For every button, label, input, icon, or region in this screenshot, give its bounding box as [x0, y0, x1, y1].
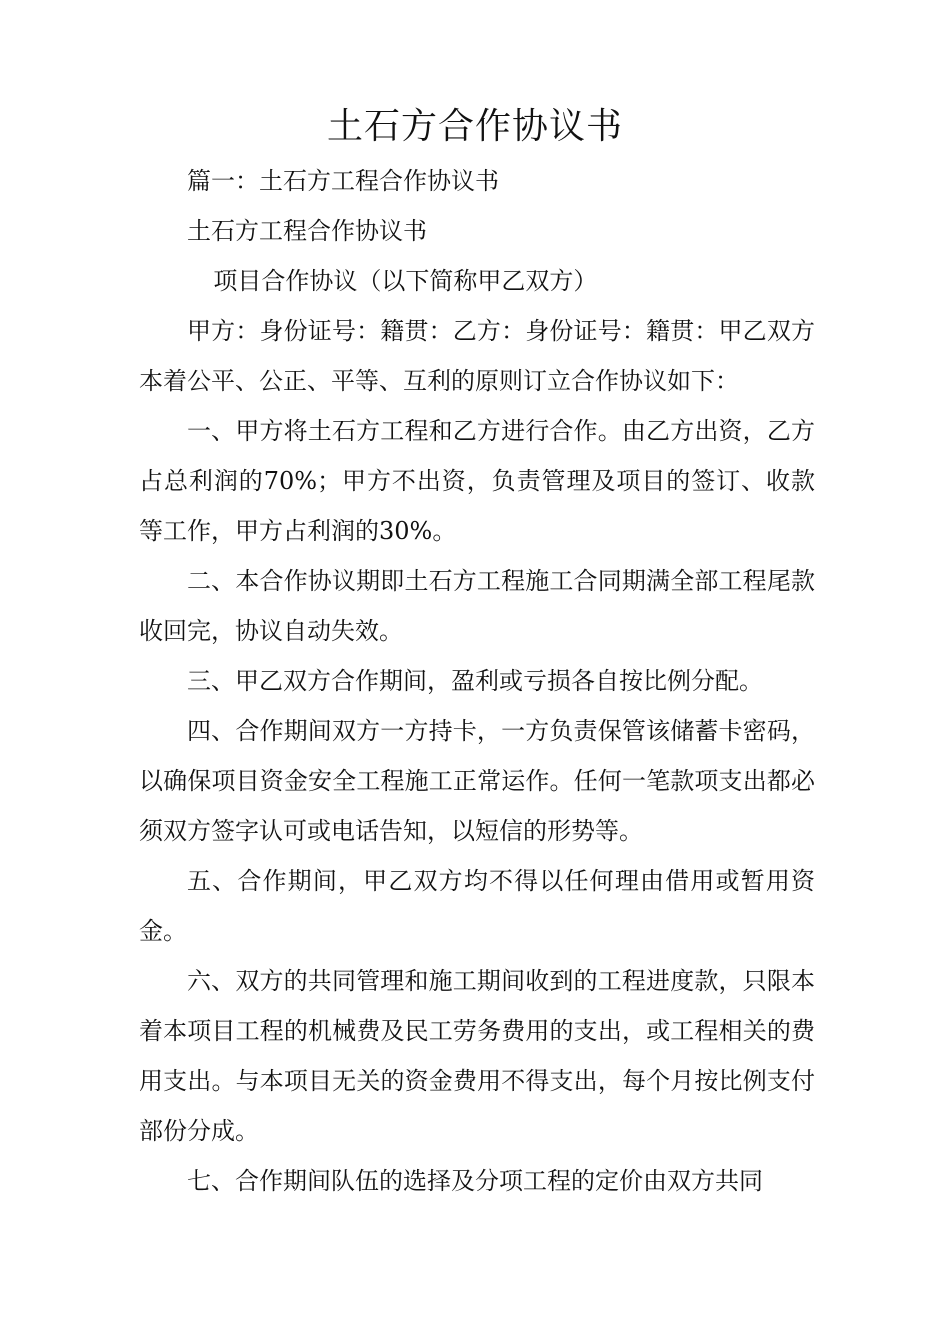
clause-6: 六、双方的共同管理和施工期间收到的工程进度款，只限本着本项目工程的机械费及民工劳务费用的支出，或工程相关的费用支出。与本项目无关的资金费用不得支出，每个月按比例支付部份分成。 — [139, 967, 815, 1145]
clause-1: 一、甲方将土石方工程和乙方进行合作。由乙方出资，乙方占总利润的70%；甲方不出资，负责管理及项目的签订、收款等工作，甲方占利润的30%。 — [139, 417, 815, 545]
clause-4: 四、合作期间双方一方持卡，一方负责保管该储蓄卡密码，以确保项目资金安全工程施工正常运作。任何一笔款项支出都必须双方签字认可或电话告知，以短信的形势等。 — [139, 717, 815, 845]
document-title: 土石方合作协议书 — [326, 106, 623, 147]
clause-7: 七、合作期间队伍的选择及分项工程的定价由双方共同 — [187, 1167, 763, 1195]
clause-3: 三、甲乙双方合作期间，盈利或亏损各自按比例分配。 — [187, 667, 763, 695]
clause-2: 二、本合作协议期即土石方工程施工合同期满全部工程尾款收回完，协议自动失效。 — [139, 567, 815, 645]
agreement-subtitle: 土石方工程合作协议书 — [187, 217, 427, 245]
parties-paragraph: 甲方：身份证号：籍贯：乙方：身份证号：籍贯：甲乙双方本着公平、公正、平等、互利的原则订立合作协议如下： — [139, 317, 815, 395]
project-agreement-line: 项目合作协议（以下简称甲乙双方） — [213, 267, 598, 295]
clause-5: 五、合作期间，甲乙双方均不得以任何理由借用或暂用资金。 — [139, 867, 815, 945]
document-body — [139, 156, 815, 1206]
section-heading: 篇一：土石方工程合作协议书 — [187, 167, 499, 195]
